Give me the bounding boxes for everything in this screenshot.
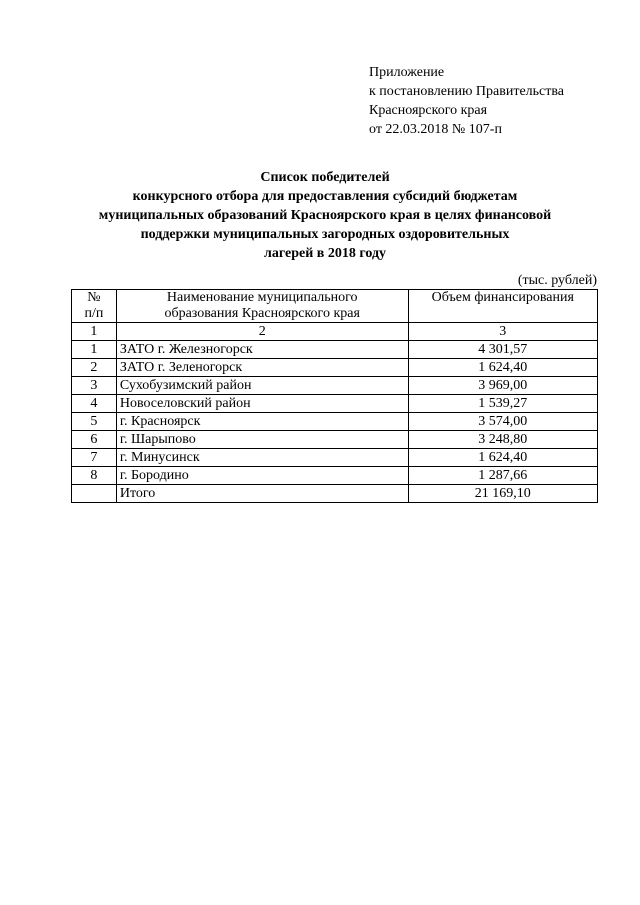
row-name: Сухобузимский район — [116, 377, 408, 395]
row-amount: 4 301,57 — [408, 341, 597, 359]
winners-table — [71, 289, 598, 503]
row-name: г. Бородино — [116, 467, 408, 485]
header-num — [72, 290, 117, 323]
title-line: поддержки муниципальных загородных оздоровительных — [140, 227, 510, 242]
document-title — [60, 168, 590, 263]
row-name: г. Минусинск — [116, 449, 408, 467]
row-name: Новоселовский район — [116, 395, 408, 413]
header-amount: Объем финансирования — [408, 290, 597, 323]
row-num: 2 — [72, 359, 117, 377]
table-row — [72, 449, 598, 467]
total-label: Итого — [116, 485, 408, 503]
row-amount: 3 574,00 — [408, 413, 597, 431]
header-num-line2: п/п — [84, 306, 104, 321]
table-row — [72, 377, 598, 395]
row-num: 8 — [72, 467, 117, 485]
unit-label: (тыс. рублей) — [517, 273, 597, 288]
row-num: 1 — [72, 341, 117, 359]
header-name — [116, 290, 408, 323]
index-cell: 1 — [72, 323, 117, 341]
header-name-line1: Наименование муниципального — [166, 290, 358, 305]
index-cell: 3 — [408, 323, 597, 341]
row-amount: 3 248,80 — [408, 431, 597, 449]
total-row — [72, 485, 598, 503]
appendix-line: от 22.03.2018 № 107-п — [369, 122, 502, 137]
row-num: 5 — [72, 413, 117, 431]
row-name: г. Красноярск — [116, 413, 408, 431]
appendix-block — [369, 63, 564, 139]
table-row — [72, 431, 598, 449]
table-row — [72, 413, 598, 431]
row-name: г. Шарыпово — [116, 431, 408, 449]
index-cell: 2 — [116, 323, 408, 341]
total-amount: 21 169,10 — [408, 485, 597, 503]
row-num: 4 — [72, 395, 117, 413]
table-header-row — [72, 290, 598, 323]
row-name: ЗАТО г. Зеленогорск — [116, 359, 408, 377]
row-name: ЗАТО г. Железногорск — [116, 341, 408, 359]
appendix-line: к постановлению Правительства — [369, 84, 565, 99]
appendix-line: Красноярского края — [369, 103, 488, 118]
row-num: 3 — [72, 377, 117, 395]
title-line: муниципальных образований Красноярского края в целях финансовой — [98, 208, 552, 223]
row-amount: 3 969,00 — [408, 377, 597, 395]
table-row — [72, 395, 598, 413]
appendix-line: Приложение — [369, 65, 445, 80]
row-amount: 1 287,66 — [408, 467, 597, 485]
header-name-line2: образования Красноярского края — [164, 306, 360, 321]
row-amount: 1 624,40 — [408, 449, 597, 467]
row-num: 7 — [72, 449, 117, 467]
title-line: лагерей в 2018 году — [263, 246, 387, 261]
title-line: конкурсного отбора для предоставления субсидий бюджетам — [132, 189, 518, 204]
total-num-empty — [72, 485, 117, 503]
row-amount: 1 624,40 — [408, 359, 597, 377]
column-index-row — [72, 323, 598, 341]
table-row — [72, 341, 598, 359]
header-num-line1: № — [87, 290, 101, 305]
table-row — [72, 467, 598, 485]
row-amount: 1 539,27 — [408, 395, 597, 413]
table-row — [72, 359, 598, 377]
row-num: 6 — [72, 431, 117, 449]
title-line: Список победителей — [260, 170, 390, 185]
